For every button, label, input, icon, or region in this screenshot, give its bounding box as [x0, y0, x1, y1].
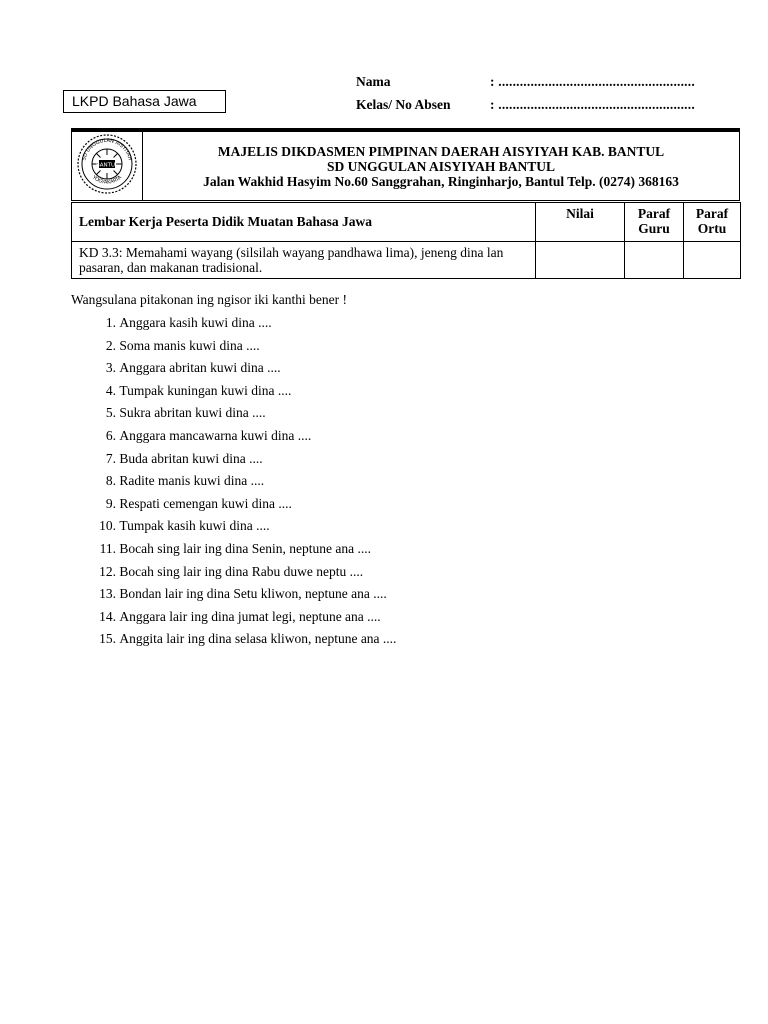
- question-list: [71, 314, 396, 653]
- question-number: 13.: [99, 586, 116, 602]
- question-number: 2.: [105, 337, 116, 353]
- paraf-guru-cell[interactable]: [625, 242, 684, 279]
- nilai-cell[interactable]: [536, 242, 625, 279]
- question-number: 14.: [99, 608, 116, 624]
- question-text: Sukra abritan kuwi dina ....: [119, 405, 266, 421]
- question-number: 3.: [105, 360, 116, 376]
- nama-row: [356, 74, 695, 90]
- kelas-row: [356, 97, 695, 113]
- worksheet-title: Lembar Kerja Peserta Didik Muatan Bahasa Jawa: [72, 203, 536, 242]
- question-item: [71, 608, 396, 631]
- question-number: 9.: [105, 495, 116, 511]
- question-text: Bondan lair ing dina Setu kliwon, neptune ana ....: [119, 586, 387, 602]
- question-text: Buda abritan kuwi dina ....: [119, 450, 263, 466]
- question-text: Anggara kasih kuwi dina ....: [119, 315, 272, 330]
- question-number: 6.: [105, 427, 116, 443]
- school-line-2: SD UNGGULAN AISYIYAH BANTUL: [327, 158, 555, 174]
- kd-description: KD 3.3: Memahami wayang (silsilah wayang pandhawa lima), jeneng dina lan pasaran, dan makanan tradisional.: [72, 242, 536, 279]
- question-number: 12.: [99, 563, 116, 579]
- school-line-1: MAJELIS DIKDASMEN PIMPINAN DAERAH AISYIYAH KAB. BANTUL: [217, 143, 665, 159]
- question-number: 11.: [99, 540, 116, 556]
- school-header: [71, 131, 740, 201]
- worksheet-info-table: [71, 202, 741, 279]
- question-number: 10.: [99, 518, 116, 534]
- question-number: 7.: [105, 450, 116, 466]
- paraf-ortu-header: [684, 203, 741, 242]
- nama-field[interactable]: : .......................................................: [490, 74, 695, 89]
- question-item: [71, 337, 396, 360]
- question-text: Tumpak kasih kuwi dina ....: [119, 518, 270, 534]
- question-item: [71, 472, 396, 495]
- question-item: [71, 314, 396, 337]
- nama-label: Nama: [356, 74, 391, 89]
- question-item: [71, 450, 396, 473]
- school-info: [143, 132, 740, 201]
- question-text: Anggita lair ing dina selasa kliwon, neptune ana ....: [119, 631, 397, 647]
- paraf-ortu-line2: Ortu: [697, 221, 727, 236]
- question-item: [71, 630, 396, 653]
- question-item: [71, 495, 396, 518]
- question-item: [71, 404, 396, 427]
- question-text: Soma manis kuwi dina ....: [119, 337, 260, 353]
- instruction-text: Wangsulana pitakonan ing ngisor iki kanthi bener !: [71, 292, 347, 307]
- question-item: [71, 427, 396, 450]
- paraf-guru-header: [625, 203, 684, 242]
- kelas-label: Kelas/ No Absen: [356, 97, 451, 112]
- question-item: [71, 585, 396, 608]
- question-text: Respati cemengan kuwi dina ....: [119, 495, 292, 511]
- question-text: Bocah sing lair ing dina Senin, neptune ana ....: [119, 540, 371, 556]
- question-item: [71, 517, 396, 540]
- question-item: [71, 359, 396, 382]
- svg-text:BANTUL: BANTUL: [95, 162, 119, 168]
- school-logo: [74, 133, 140, 195]
- kelas-field[interactable]: : .......................................................: [490, 97, 695, 112]
- question-text: Anggara abritan kuwi dina ....: [119, 360, 281, 376]
- question-number: 1.: [105, 315, 116, 330]
- paraf-ortu-cell[interactable]: [684, 242, 741, 279]
- question-text: Anggara mancawarna kuwi dina ....: [119, 427, 312, 443]
- school-logo-cell: [72, 132, 143, 201]
- question-number: 4.: [105, 382, 116, 398]
- question-number: 15.: [99, 631, 116, 647]
- question-number: 5.: [105, 405, 116, 421]
- question-item: [71, 563, 396, 586]
- question-text: Bocah sing lair ing dina Rabu duwe neptu ....: [119, 563, 364, 579]
- paraf-guru-line1: Paraf: [637, 206, 671, 221]
- svg-text:YOGYAKARTA: YOGYAKARTA: [91, 174, 123, 186]
- paraf-guru-line2: Guru: [638, 221, 670, 236]
- lkpd-label-box: [63, 90, 226, 113]
- question-text: Radite manis kuwi dina ....: [119, 473, 265, 489]
- svg-text:SD UNGGULAN AISYIYAH: SD UNGGULAN AISYIYAH: [81, 137, 133, 161]
- school-address: Jalan Wakhid Hasyim No.60 Sanggrahan, Ringinharjo, Bantul Telp. (0274) 368163: [203, 173, 679, 189]
- question-item: [71, 382, 396, 405]
- question-text: Anggara lair ing dina jumat legi, neptune ana ....: [119, 608, 381, 624]
- nilai-header: [536, 203, 625, 242]
- question-number: 8.: [105, 473, 116, 489]
- lkpd-label: LKPD Bahasa Jawa: [72, 93, 197, 109]
- question-text: Tumpak kuningan kuwi dina ....: [119, 382, 292, 398]
- paraf-ortu-line1: Paraf: [695, 206, 729, 221]
- question-item: [71, 540, 396, 563]
- nilai-label: Nilai: [566, 206, 594, 221]
